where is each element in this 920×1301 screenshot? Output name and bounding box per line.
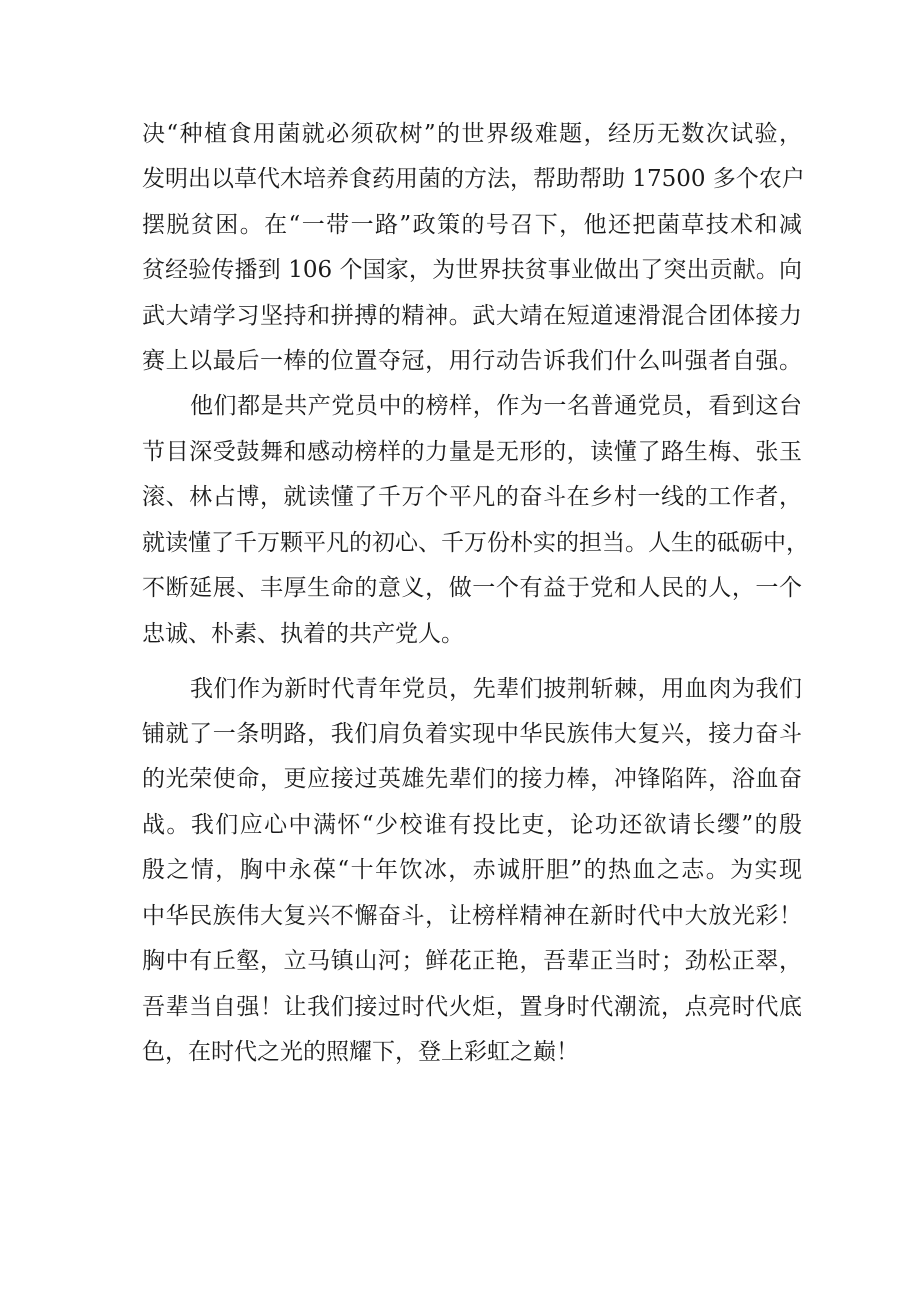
paragraph-2-line-6: 忠诚、朴素、执着的共产党人。 [142,621,464,647]
paragraph-3-line-9: 色，在时代之光的照耀下，登上彩虹之巅！ [142,1039,579,1065]
paragraph-3-line-8: 吾辈当自强！让我们接过时代火炬，置身时代潮流，点亮时代底 [142,994,802,1020]
paragraph-1-line-2: 发明出以草代木培养食药用菌的方法，帮助帮助 17500 多个农户 [142,166,805,192]
paragraph-1-line-4: 贫经验传播到 106 个国家，为世界扶贫事业做出了突出贡献。向 [142,257,802,283]
paragraph-3-line-3: 的光荣使命，更应接过英雄先辈们的接力棒，冲锋陷阵，浴血奋 [142,766,802,792]
paragraph-2-line-5: 不断延展、丰厚生命的意义，做一个有益于党和人民的人，一个 [142,575,802,601]
paragraph-3-line-2: 铺就了一条明路，我们肩负着实现中华民族伟大复兴，接力奋斗 [142,721,802,747]
paragraph-3-line-4: 战。我们应心中满怀“少校谁有投比吏，论功还欲请长缨”的殷 [142,812,802,838]
paragraph-1-line-1: 决“种植食用菌就必须砍树”的世界级难题，经历无数次试验， [142,121,802,147]
paragraph-2-line-2: 节目深受鼓舞和感动榜样的力量是无形的，读懂了路生梅、张玉 [142,439,802,465]
paragraph-2-line-4: 就读懂了千万颗平凡的初心、千万份朴实的担当。人生的砥砺中， [142,530,809,556]
paragraph-3-line-5: 殷之情，胸中永葆“十年饮冰，赤诚肝胆”的热血之志。为实现 [142,857,802,883]
paragraph-1-line-6: 赛上以最后一棒的位置夺冠，用行动告诉我们什么叫强者自强。 [142,348,802,374]
paragraph-2-line-3: 滚、林占博，就读懂了千万个平凡的奋斗在乡村一线的工作者， [142,484,802,510]
paragraph-3-line-6: 中华民族伟大复兴不懈奋斗，让榜样精神在新时代中大放光彩！ [142,903,802,929]
paragraph-1-line-5: 武大靖学习坚持和拼搏的精神。武大靖在短道速滑混合团体接力 [142,303,802,329]
paragraph-2-line-1: 他们都是共产党员中的榜样，作为一名普通党员，看到这台 [190,393,802,419]
paragraph-3-line-1: 我们作为新时代青年党员，先辈们披荆斩棘，用血肉为我们 [190,676,802,702]
paragraph-1-line-3: 摆脱贫困。在“一带一路”政策的号召下，他还把菌草技术和减 [142,212,802,238]
paragraph-3-line-7: 胸中有丘壑，立马镇山河；鲜花正艳，吾辈正当时；劲松正翠， [142,948,802,974]
